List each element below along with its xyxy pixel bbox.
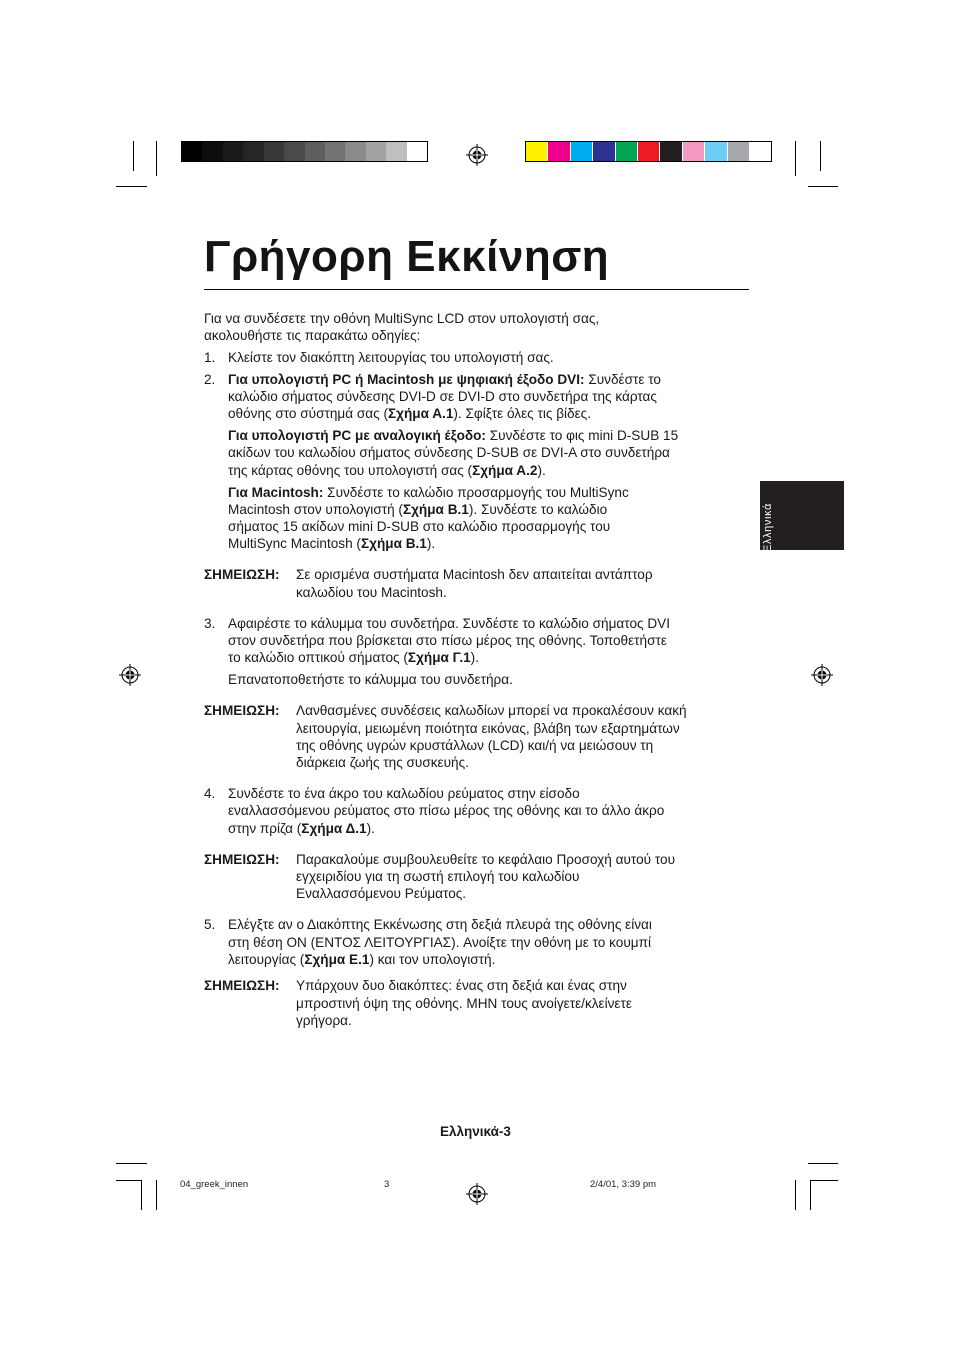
- note-2-line: της οθόνης υγρών κρυστάλλων (LCD) και/ή να μειώσουν τη: [296, 738, 654, 753]
- step-3-line: στον συνδετήρα που βρίσκεται στο πίσω μέρος της οθόνης. Τοποθετήστε: [228, 633, 667, 648]
- grayscale-swatch: [284, 142, 304, 161]
- registration-target-icon: [466, 1183, 488, 1205]
- slug-filename: 04_greek_innen: [180, 1179, 249, 1190]
- grayscale-swatch: [202, 142, 222, 161]
- note-2-line: διάρκεια ζωής της συσκευής.: [296, 755, 469, 770]
- grayscale-swatch: [407, 142, 427, 161]
- grayscale-swatch: [305, 142, 325, 161]
- grayscale-swatch: [386, 142, 406, 161]
- step-2-line: καλώδιο σήματος σύνδεσης DVI-D σε DVI-D στο συνδετήρα της κάρτας: [228, 389, 657, 404]
- step-number: 2.: [204, 372, 216, 387]
- mac-line: Macintosh στον υπολογιστή (Σχήμα Β.1). Συνδέστε το καλώδιο: [228, 502, 608, 517]
- grayscale-swatch: [264, 142, 284, 161]
- step-number: 4.: [204, 786, 216, 801]
- mac-line: σήματος 15 ακίδων mini D-SUB στο καλώδιο προσαρμογής του: [228, 519, 611, 534]
- step-5-line: λειτουργίας (Σχήμα Ε.1) και τον υπολογιστή.: [228, 952, 496, 967]
- step-4-line: στην πρίζα (Σχήμα Δ.1).: [228, 821, 375, 836]
- grayscale-swatch: [325, 142, 345, 161]
- analog-heading: Για υπολογιστή PC με αναλογική έξοδο:: [228, 428, 486, 443]
- page-title: Γρήγορη Εκκίνηση: [204, 232, 610, 281]
- note-4-line: μπροστινή όψη της οθόνης. ΜΗΝ τους ανοίγετε/κλείνετε: [296, 996, 632, 1011]
- note-1-line: Σε ορισμένα συστήματα Macintosh δεν απαιτείται αντάπτορ: [296, 567, 653, 582]
- note-3-line: Εναλλασσόμενου Ρεύματος.: [296, 886, 467, 901]
- figure-reference: Σχήμα Β.1: [402, 502, 469, 517]
- note-4-line: Υπάρχουν δυο διακόπτες: ένας στη δεξιά και ένας στην: [296, 978, 627, 993]
- step-2-line: Για υπολογιστή PC ή Macintosh με ψηφιακή έξοδο DVI: Συνδέστε το: [228, 372, 661, 387]
- language-tab-label: Ελληνικά: [762, 503, 774, 552]
- color-swatch: [683, 142, 705, 161]
- note-2-line: Λανθασμένες συνδέσεις καλωδίων μπορεί να προκαλέσουν κακή: [296, 703, 687, 718]
- crop-mark-bottom-right-v2: [810, 1180, 811, 1210]
- grayscale-swatch: [182, 142, 202, 161]
- note-label: ΣΗΜΕΙΩΣΗ:: [204, 703, 280, 718]
- step-number: 5.: [204, 917, 216, 932]
- crop-mark-top-right-v2: [820, 141, 821, 171]
- registration-target-icon: [811, 664, 833, 686]
- color-swatch: [728, 142, 750, 161]
- note-label: ΣΗΜΕΙΩΣΗ:: [204, 852, 280, 867]
- title-divider: [204, 289, 749, 290]
- note-3-line: Παρακαλούμε συμβουλευθείτε το κεφάλαιο Προσοχή αυτού του: [296, 852, 676, 867]
- registration-target-icon: [466, 144, 488, 166]
- analog-line: της κάρτας οθόνης του υπολογιστή σας (Σχήμα Α.2).: [228, 463, 546, 478]
- crop-mark-top-right-v: [795, 141, 796, 176]
- crop-mark-top-left-v2: [133, 141, 134, 171]
- color-swatch: [548, 142, 570, 161]
- figure-reference: Σχήμα Δ.1: [301, 821, 367, 836]
- step-number: 3.: [204, 616, 216, 631]
- slug-page-number: 3: [384, 1179, 390, 1190]
- crop-mark-top-right-h: [808, 186, 838, 187]
- crop-mark-bottom-left-h: [116, 1163, 147, 1164]
- crop-mark-bottom-right-h2: [810, 1180, 838, 1181]
- analog-line: ακίδων του καλωδίου σήματος σύνδεσης D-SUB σε DVI-A στο συνδετήρα: [228, 445, 670, 460]
- step-4-line: Συνδέστε το ένα άκρο του καλωδίου ρεύματος στην είσοδο: [228, 786, 580, 801]
- grayscale-swatch: [243, 142, 263, 161]
- step-3-line: Αφαιρέστε το κάλυμμα του συνδετήρα. Συνδέστε το καλώδιο σήματος DVI: [228, 616, 670, 631]
- figure-reference: Σχήμα Α.2: [472, 463, 538, 478]
- figure-reference: Σχήμα Ε.1: [304, 952, 370, 967]
- step-3-line: το καλώδιο οπτικού σήματος (Σχήμα Γ.1).: [228, 650, 479, 665]
- page-footer: Ελληνικά-3: [440, 1124, 511, 1139]
- slug-timestamp: 2/4/01, 3:39 pm: [590, 1179, 657, 1190]
- crop-mark-bottom-left-h2: [116, 1180, 142, 1181]
- note-3-line: εγχειριδίου για τη σωστή επιλογή του καλωδίου: [296, 869, 580, 884]
- crop-mark-bottom-left-v: [156, 1180, 157, 1210]
- crop-mark-bottom-left-v2: [141, 1180, 142, 1210]
- step-1-text: Κλείστε τον διακόπτη λειτουργίας του υπολογιστή σας.: [228, 350, 554, 365]
- crop-mark-top-left-h: [116, 186, 147, 187]
- color-bar: [525, 141, 772, 162]
- figure-reference: Σχήμα Γ.1: [407, 650, 471, 665]
- step-number: 1.: [204, 350, 216, 365]
- registration-target-icon: [119, 664, 141, 686]
- step-3-line: Επανατοποθετήστε το κάλυμμα του συνδετήρα.: [228, 672, 513, 687]
- step-4-line: εναλλασσόμενου ρεύματος στο πίσω μέρος της οθόνης και το άλλο άκρο: [228, 803, 665, 818]
- step-2-line: οθόνης στο σύστημά σας (Σχήμα Α.1). Σφίξτε όλες τις βίδες.: [228, 406, 592, 421]
- color-swatch: [616, 142, 638, 161]
- mac-line: Για Macintosh: Συνδέστε το καλώδιο προσαρμογής του MultiSync: [228, 485, 629, 500]
- note-2-line: λειτουργία, μειωμένη ποιότητα εικόνας, βλάβη των εξαρτημάτων: [296, 721, 680, 736]
- figure-reference: Σχήμα Α.1: [388, 406, 454, 421]
- grayscale-swatch: [366, 142, 386, 161]
- grayscale-bar: [181, 141, 428, 162]
- color-swatch: [593, 142, 615, 161]
- crop-mark-bottom-right-h: [808, 1163, 838, 1164]
- intro-line: Για να συνδέσετε την οθόνη MultiSync LCD στον υπολογιστή σας,: [204, 311, 600, 326]
- step-2-heading: Για υπολογιστή PC ή Macintosh με ψηφιακή έξοδο DVI:: [228, 372, 585, 387]
- analog-line: Για υπολογιστή PC με αναλογική έξοδο: Συνδέστε το φις mini D-SUB 15: [228, 428, 679, 443]
- color-swatch: [638, 142, 660, 161]
- intro-line: ακολουθήστε τις παρακάτω οδηγίες:: [204, 328, 421, 343]
- note-1-line: καλωδίου του Macintosh.: [296, 585, 447, 600]
- figure-reference: Σχήμα Β.1: [360, 536, 427, 551]
- mac-heading: Για Macintosh:: [228, 485, 324, 500]
- color-swatch: [526, 142, 548, 161]
- color-swatch: [660, 142, 682, 161]
- mac-line: MultiSync Macintosh (Σχήμα Β.1).: [228, 536, 436, 551]
- grayscale-swatch: [345, 142, 365, 161]
- note-4-line: γρήγορα.: [296, 1013, 352, 1028]
- crop-mark-top-left-v: [156, 141, 157, 176]
- step-5-line: Ελέγξτε αν ο Διακόπτης Εκκένωσης στη δεξιά πλευρά της οθόνης είναι: [228, 917, 652, 932]
- note-label: ΣΗΜΕΙΩΣΗ:: [204, 567, 280, 582]
- note-label: ΣΗΜΕΙΩΣΗ:: [204, 978, 280, 993]
- step-5-line: στη θέση ON (ΕΝΤΟΣ ΛΕΙΤΟΥΡΓΙΑΣ). Ανοίξτε την οθόνη με το κουμπί: [228, 935, 651, 950]
- color-swatch: [705, 142, 727, 161]
- color-swatch: [571, 142, 593, 161]
- crop-mark-bottom-right-v: [795, 1180, 796, 1210]
- grayscale-swatch: [223, 142, 243, 161]
